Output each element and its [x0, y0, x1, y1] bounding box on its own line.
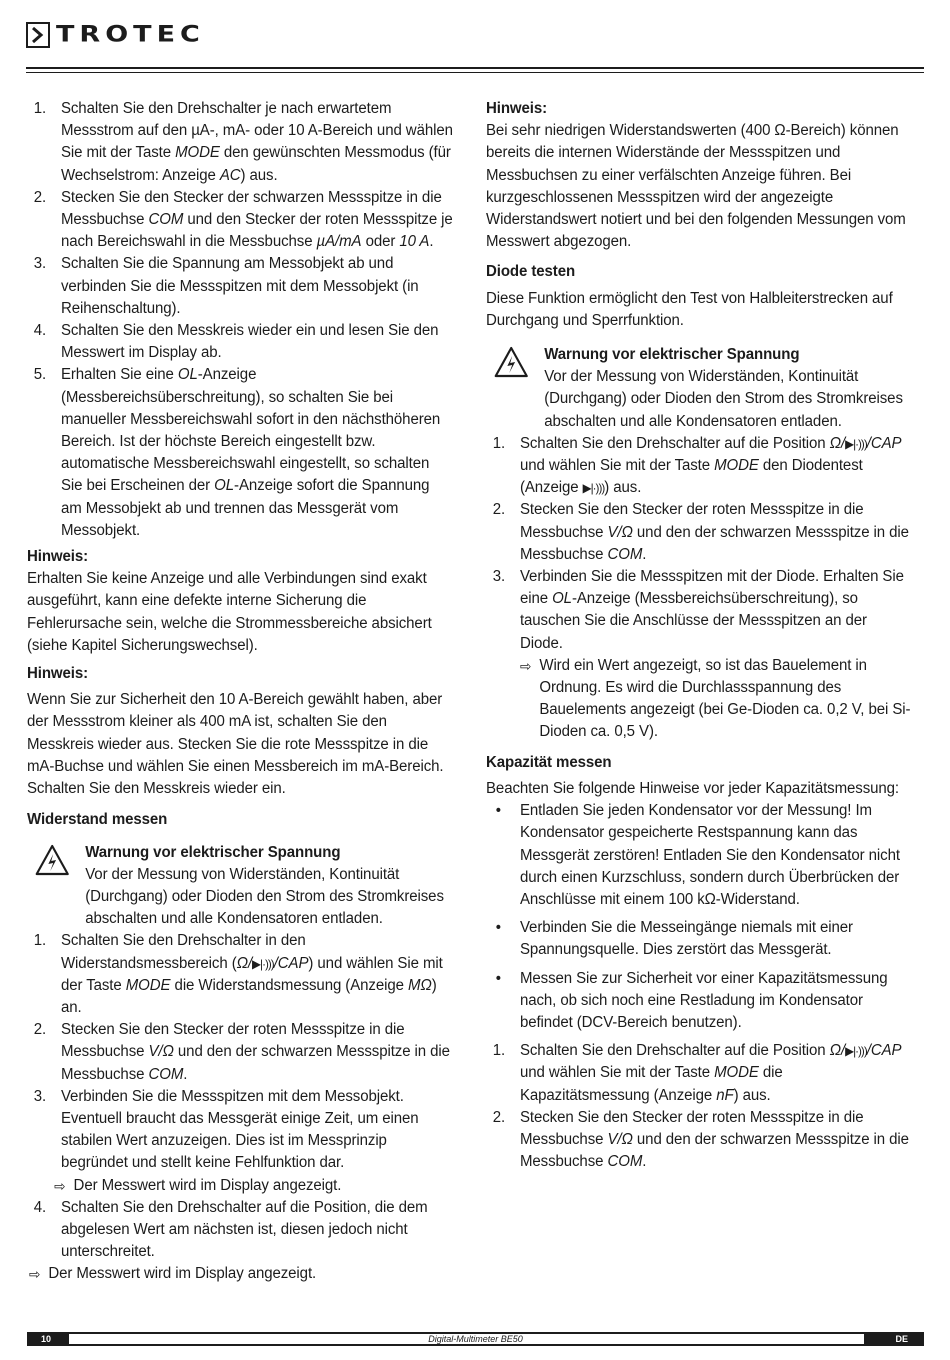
page-number: 10 [41, 1334, 52, 1344]
capacitance-bullets [486, 800, 913, 1034]
diode-continuity-symbol-icon: ▶|·))) [845, 436, 867, 451]
warning-box [27, 842, 454, 931]
list-item: 3. Verbinden Sie die Messspitzen mit dem Messobjekt. Eventuell braucht das Messgerät einige Zeit, um einen stabilen Wert anzuzeigen. Dies ist im Messprinzip begründet und stellt keine Fehlfunktion dar. [33, 1087, 419, 1172]
result-item: ⇨ Der Messwert wird im Display angezeigt. [27, 1175, 454, 1197]
header-rule-thin [26, 72, 924, 73]
document-title: Digital-Multimeter BE50 [428, 1334, 523, 1344]
warning-text: Vor der Messung von Widerständen, Kontinuität (Durchgang) oder Dioden den Strom des Stromkreises abschalten und alle Kondensatoren entladen. [85, 865, 444, 928]
page-footer [27, 1332, 924, 1346]
warning-text: Vor der Messung von Widerständen, Kontinuität (Durchgang) oder Dioden den Strom des Stromkreises abschalten und alle Kondensatoren entladen. [544, 368, 903, 430]
chevron-right-icon [26, 22, 50, 48]
resistance-steps-list [27, 930, 454, 1285]
list-item: • Entladen Sie jeden Kondensator vor der Messung! Im Kondensator gespeicherte Restspannung kann das Messgerät zerstören! Entladen Sie den Kondensator nicht durch einen Kurzschluss, sondern durch Überbrücken der Anschlüsse mit einem 100 kΩ-Widerstand. [495, 802, 900, 908]
note-text: Erhalten Sie keine Anzeige und alle Verbindungen sind exakt ausgeführt, kann eine defekte interne Sicherung die Fehlerursache sein, welche die Strommessbereiche absichert (siehe Kapitel Sicherungswechsel). [27, 570, 432, 654]
section-heading-diode: Diode testen [486, 263, 576, 281]
list-item: 2. Stecken Sie den Stecker der roten Messspitze in die Messbuchse V/Ω und den der schwarzen Messspitze in die Messbuchse COM. [492, 501, 909, 563]
arrow-right-icon: ⇨ [28, 1266, 41, 1283]
note-text: Bei sehr niedrigen Widerstandswerten (400 Ω-Bereich) können bereits die internen Widerstände der Messspitzen und Messbuchsen zu einer verfälschten Anzeige führen. Bei kurzgeschlossenen Messspitzen wird der angezeigte Widerstandswert notiert und bei den folgenden Messungen vom Messwert abgezogen. [486, 122, 906, 251]
warning-title: Warnung vor elektrischer Spannung [85, 843, 341, 861]
list-item: 1. Schalten Sie den Drehschalter auf die Position Ω/▶|·)))/CAP und wählen Sie mit der Taste MODE den Diodentest (Anzeige ▶|·)))) aus. [492, 434, 902, 497]
section-heading-capacitance: Kapazität messen [486, 753, 612, 771]
result-item: ⇨ Der Messwert wird im Display angezeigt. [27, 1263, 454, 1285]
list-item: 2. Stecken Sie den Stecker der roten Messspitze in die Messbuchse V/Ω und den der schwarzen Messspitze in die Messbuchse COM. [33, 1021, 450, 1083]
note-text: Wenn Sie zur Sicherheit den 10 A-Bereich gewählt haben, aber der Messstrom kleiner als 400 mA ist, schalten Sie den Messkreis wieder aus. Stecken Sie die rote Messspitze in die mA-Buchse und wählen Sie einen Messbereich im mA-Bereich. Schalten Sie den Messkreis wieder ein. [27, 691, 444, 798]
diode-steps-list [486, 433, 913, 744]
trotec-logo [26, 20, 205, 50]
logo-text: TROTEC [56, 21, 205, 48]
list-item: 2. Stecken Sie den Stecker der roten Messspitze in die Messbuchse V/Ω und den der schwarzen Messspitze in die Messbuchse COM. [492, 1108, 909, 1171]
header-rule [26, 67, 924, 69]
current-steps-list [27, 98, 454, 542]
diode-continuity-symbol-icon: ▶|·))) [582, 481, 605, 496]
note-heading: Hinweis: [486, 100, 548, 117]
warning-title: Warnung vor elektrischer Spannung [544, 346, 800, 364]
language-code: DE [895, 1334, 908, 1344]
list-item: 2. Stecken Sie den Stecker der schwarzen Messspitze in die Messbuchse COM und den Stecker der roten Messspitze je nach Bereichswahl in die Messbuchse µA/mA oder 10 A. [33, 188, 453, 251]
list-item: • Verbinden Sie die Messeingänge niemals mit einer Spannungsquelle. Dies zerstört das Messgerät. [495, 919, 853, 959]
left-column [27, 98, 454, 1286]
high-voltage-warning-icon [27, 842, 85, 931]
list-item: 1. Schalten Sie den Drehschalter je nach erwartetem Messstrom auf den µA-, mA- oder 10 A-Bereich und wählen Sie mit der Taste MODE den gewünschten Messmodus (für Wechselstrom: Anzeige AC) aus. [33, 100, 453, 184]
high-voltage-warning-icon [486, 344, 544, 433]
section-text: Beachten Sie folgende Hinweise vor jeder Kapazitätsmessung: [486, 779, 900, 797]
result-item: ⇨ Wird ein Wert angezeigt, so ist das Bauelement in Ordnung. Es wird die Durchlassspannung des Bauelements angezeigt (bei Ge-Dioden ca. 0,2 V, bei Si-Dioden ca. 0,5 V). [486, 655, 913, 744]
list-item: • Messen Sie zur Sicherheit vor einer Kapazitätsmessung nach, ob sich noch eine Restladung im Kondensator befindet (DCV-Bereich benutzen). [495, 969, 888, 1031]
page-header [26, 20, 924, 56]
list-item: 1. Schalten Sie den Drehschalter in den Widerstandsmessbereich (Ω/▶|·)))/CAP) und wählen Sie mit der Taste MODE die Widerstandsmessung (Anzeige MΩ) an. [33, 932, 443, 1016]
right-column [486, 98, 913, 1173]
section-heading-resistance: Widerstand messen [27, 811, 168, 829]
arrow-right-icon: ⇨ [519, 657, 532, 674]
list-item: 3. Verbinden Sie die Messspitzen mit der Diode. Erhalten Sie eine OL-Anzeige (Messbereichsüberschreitung), so tauschen Sie die Anschlüsse der Messspitzen an der Diode. [492, 568, 904, 652]
note-heading: Hinweis: [27, 548, 89, 566]
list-item: 3. Schalten Sie die Spannung am Messobjekt ab und verbinden Sie die Messspitzen mit dem Messobjekt (in Reihenschaltung). [33, 255, 419, 317]
warning-box [486, 344, 913, 433]
list-item: 5. Erhalten Sie eine OL-Anzeige (Messbereichsüberschreitung), so schalten Sie bei manueller Messbereichswahl sofort in den nächsthöheren Bereich. Ist der höchste Bereich eingestellt bzw. automatische Messbereichswahl eingestellt, so schalten Sie bei Erscheinen der OL-Anzeige sofort die Spannung am Messobjekt ab und trennen das Messgerät vom Messobjekt. [33, 366, 441, 539]
list-item: 4. Schalten Sie den Messkreis wieder ein und lesen Sie den Messwert im Display ab. [33, 322, 439, 362]
arrow-right-icon: ⇨ [54, 1177, 66, 1194]
list-item: 1. Schalten Sie den Drehschalter auf die Position Ω/▶|·)))/CAP und wählen Sie mit der Taste MODE die Kapazitätsmessung (Anzeige nF) aus. [492, 1042, 902, 1104]
capacitance-steps-list [486, 1040, 913, 1173]
diode-continuity-symbol-icon: ▶|·))) [252, 956, 274, 971]
list-item: 4. Schalten Sie den Drehschalter auf die Position, die dem abgelesen Wert am nächsten ist, diesen jedoch nicht unterschreitet. [33, 1198, 428, 1261]
diode-continuity-symbol-icon: ▶|·))) [845, 1044, 867, 1059]
note-heading: Hinweis: [27, 665, 89, 683]
section-text: Diese Funktion ermöglicht den Test von Halbleiterstrecken auf Durchgang und Sperrfunktion. [486, 289, 893, 329]
